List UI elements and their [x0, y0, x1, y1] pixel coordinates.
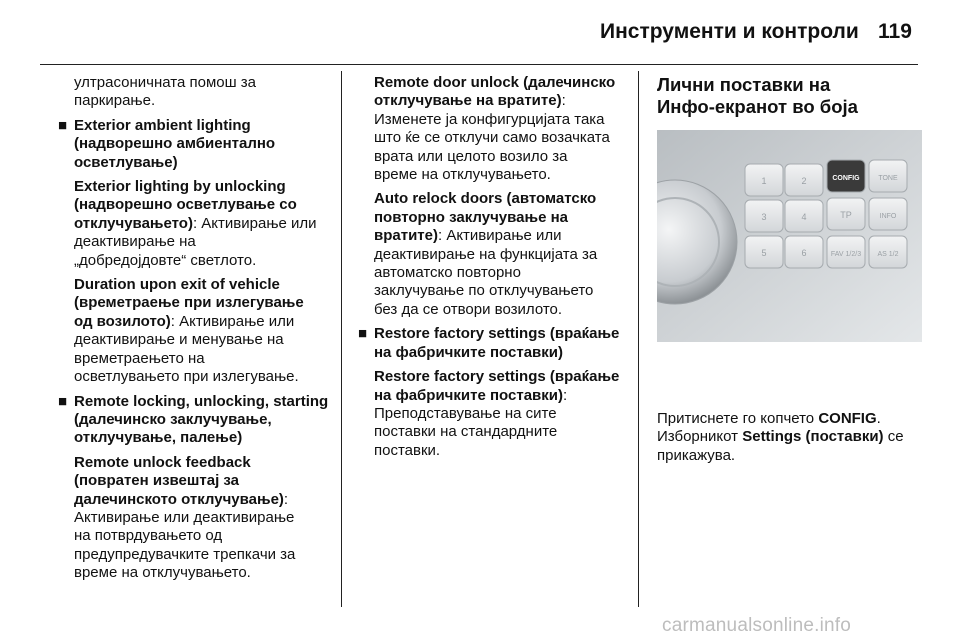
column-3 [657, 74, 925, 465]
description-text: предупредувачките трепкачи за [74, 545, 296, 563]
description-text: на потврдувањето од [74, 527, 223, 545]
sub-heading-line: вратите) [374, 227, 438, 245]
description-text: Притиснете го копчето [657, 410, 819, 427]
radio-button-label: 3 [761, 212, 767, 222]
settings-menu-name: Settings (поставки) [742, 428, 884, 446]
instruction-settings [657, 428, 925, 446]
radio-button-label: 1 [761, 176, 767, 186]
sub-option-restore-factory [374, 368, 633, 460]
description-text: време на отклучувањето. [74, 564, 251, 582]
sub-heading-line: отклучување на вратите) [374, 92, 562, 110]
item-heading-line: (далечинско заклучување, [74, 410, 272, 428]
description-text: прикажува. [657, 446, 736, 464]
control-panel-photo [657, 130, 922, 400]
radio-button-label: 5 [761, 248, 767, 258]
description-text: . [876, 410, 881, 427]
sub-heading-line: Remote unlock feedback [74, 453, 251, 471]
description-text: се [883, 428, 904, 446]
description-text: врата или целото возило за [374, 147, 568, 165]
item-heading-line: Remote locking, unlocking, starting [74, 392, 329, 410]
description-text: време на отклучувањето. [374, 166, 551, 184]
bullet-marker: ■ [58, 392, 68, 410]
sub-heading-line: отклучувањето) [74, 214, 193, 232]
bullet-marker: ■ [358, 325, 368, 343]
sub-heading-line: далечинското отклучување) [74, 490, 284, 508]
sub-heading-line: Exterior lighting by unlocking [74, 178, 286, 196]
column-2 [358, 74, 633, 460]
radio-button-label: TONE [878, 175, 898, 182]
item-heading-line: Exterior ambient lighting [74, 116, 251, 134]
description-text: што ќе се отклучи само возачката [374, 129, 610, 147]
item-heading-line: отклучување, палење) [74, 429, 243, 447]
sub-option-remote-door-unlock [358, 74, 633, 184]
description-text: заклучување по отклучувањето [374, 282, 594, 300]
item-heading-line: (надворешно амбиентално [74, 135, 276, 153]
section-heading: Инфо-екранот во боја [657, 96, 858, 117]
description-text: Изменете ја конфигурцијата така [374, 110, 605, 128]
intro-line: ултрасоничната помош за [74, 74, 257, 91]
description-text: : [283, 490, 289, 508]
description-text: Активирање или деактивирање [74, 508, 295, 526]
sub-heading-line: од возилото) [74, 312, 171, 330]
sub-heading-line: Auto relock doors (автоматско [374, 190, 597, 208]
sub-heading-line: (надворешно осветлување со [74, 196, 297, 214]
intro-line: паркирање. [74, 92, 156, 110]
radio-button-label: 2 [801, 176, 807, 186]
column-divider-1 [341, 71, 342, 607]
header-divider [40, 64, 918, 65]
column-divider-2 [638, 71, 639, 607]
description-text: деактивирање на [74, 233, 196, 251]
radio-button-label: AS 1/2 [877, 251, 899, 258]
sub-heading-line: на фабричките поставки) [374, 386, 563, 404]
item-heading-line: Restore factory settings (враќање [374, 325, 620, 343]
description-text: : Активирање или [170, 312, 295, 330]
description-text: без да се отвори возилото. [374, 300, 563, 318]
sub-heading-line: Remote door unlock (далечинско [374, 74, 616, 91]
list-item-restore-factory [358, 325, 633, 460]
sub-option-duration-exit [74, 276, 336, 386]
sub-heading-line: (времетраење при излегување [74, 294, 304, 312]
instruction-config [657, 410, 925, 428]
page-header-title: Инструменти и контроли [600, 20, 859, 43]
description-text: Изборникот [657, 428, 743, 446]
sub-heading-line: повторно заклучување на [374, 208, 568, 226]
sub-option-remote-unlock-feedback [74, 454, 336, 583]
section-heading: Лични поставки на [657, 74, 831, 95]
item-heading-line: на фабричките поставки) [374, 343, 563, 361]
description-text: осветлувањето при излегување. [74, 368, 299, 386]
control-panel-illustration [657, 130, 922, 342]
description-text: деактивирање на функцијата за [374, 245, 598, 263]
radio-button-label: TP [840, 210, 852, 220]
list-item-remote-locking [58, 393, 336, 583]
sub-heading-line: Duration upon exit of vehicle [74, 276, 280, 294]
list-item-exterior-lighting [58, 117, 336, 387]
radio-button-label: 6 [801, 248, 807, 258]
description-text: : [562, 386, 568, 404]
item-heading-line: осветлување) [74, 153, 178, 171]
description-text: : Активирање или [437, 227, 562, 245]
sub-option-auto-relock [358, 190, 633, 319]
page-number: 119 [878, 20, 912, 43]
description-text: : Активирање или [192, 214, 317, 232]
column-1 [58, 74, 336, 583]
config-button-name: CONFIG [818, 410, 877, 427]
watermark: carmanualsonline.info [662, 615, 852, 636]
description-text: поставки. [374, 441, 441, 459]
bullet-marker: ■ [58, 116, 68, 134]
description-text: „добредојдовте“ светлото. [74, 251, 257, 269]
radio-button-label: INFO [879, 213, 897, 220]
description-text: времетраењето на [74, 349, 205, 367]
radio-button-label: CONFIG [832, 175, 860, 182]
description-text: деактивирање и менување на [74, 331, 284, 349]
sub-heading-line: Restore factory settings (враќање [374, 368, 620, 386]
radio-button-label: 4 [801, 212, 807, 222]
sub-option-exterior-lighting-unlock [74, 178, 336, 270]
sub-heading-line: (повратен извештај за [74, 472, 240, 490]
radio-button-label: FAV 1/2/3 [830, 251, 862, 258]
description-text: поставки на стандардните [374, 423, 558, 441]
description-text: автоматско повторно [374, 264, 521, 282]
description-text: : [561, 92, 566, 110]
description-text: Преподставување на сите [374, 404, 557, 422]
